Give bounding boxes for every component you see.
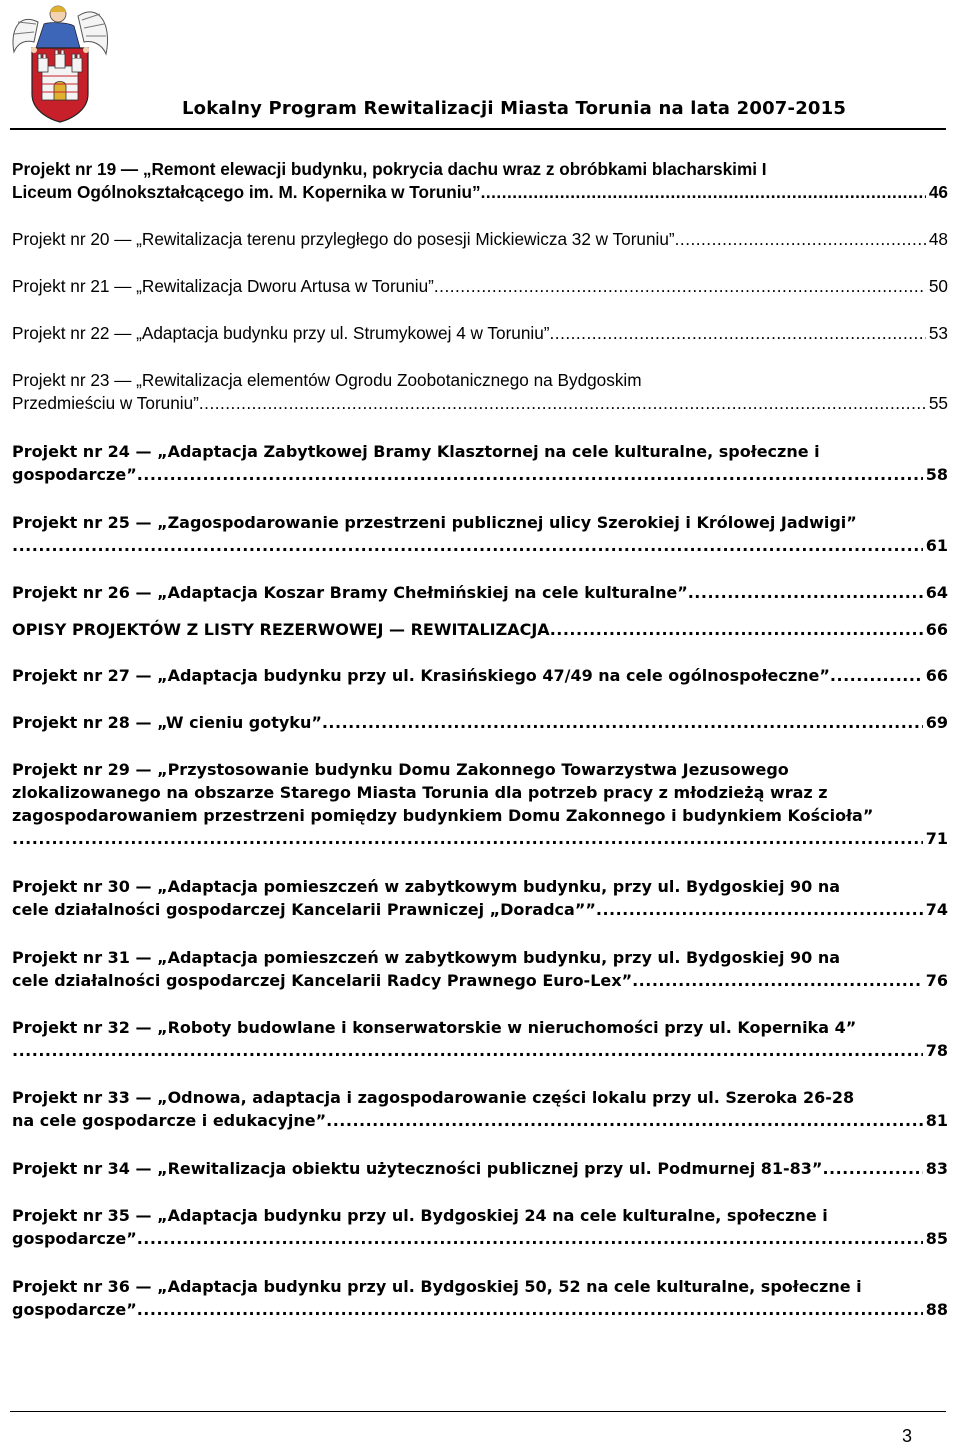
toc-entry-text: cele działalności gospodarczej Kancelarii Radcy Prawnego Euro-Lex” bbox=[12, 971, 633, 990]
toc-leader-row bbox=[12, 392, 948, 415]
toc-entry-text: zlokalizowanego na obszarze Starego Miasta Torunia dla potrzeb pracy z młodzieżą wraz z bbox=[12, 783, 828, 802]
toc-page-number: 78 bbox=[925, 1041, 948, 1060]
toc-page-number: 58 bbox=[925, 465, 948, 484]
toc-entry[interactable] bbox=[12, 322, 948, 345]
toc-leader-row bbox=[12, 711, 948, 734]
toc-leader-row bbox=[12, 969, 948, 992]
toc-page-number: 55 bbox=[928, 393, 948, 413]
toc-leader-row bbox=[12, 322, 948, 345]
dot-leader bbox=[550, 322, 926, 345]
toc-leader-row bbox=[12, 228, 948, 251]
toc-leader-row bbox=[12, 1227, 948, 1250]
toc-page-number: 81 bbox=[925, 1111, 948, 1130]
dot-leader bbox=[12, 1039, 923, 1062]
toc-entry-text: Projekt nr 23 — „Rewitalizacja elementów Ogrodu Zoobotanicznego na Bydgoskim bbox=[12, 370, 642, 390]
toc-entry[interactable] bbox=[12, 618, 948, 641]
toc-entry[interactable] bbox=[12, 511, 948, 557]
toc-leader-row bbox=[12, 181, 948, 204]
page-number: 3 bbox=[901, 1426, 912, 1446]
dot-leader bbox=[632, 969, 923, 992]
torun-coat-of-arms-logo bbox=[8, 2, 112, 124]
toc-entry[interactable] bbox=[12, 369, 948, 415]
header-divider bbox=[10, 128, 946, 130]
toc-leader-row bbox=[12, 581, 948, 604]
toc-entry[interactable] bbox=[12, 1086, 948, 1132]
toc-entry-text: na cele gospodarcze i edukacyjne” bbox=[12, 1111, 327, 1130]
toc-leader-row bbox=[12, 1157, 948, 1180]
toc-leader-row bbox=[12, 1039, 948, 1062]
toc-page-number: 74 bbox=[925, 900, 948, 919]
toc-entry[interactable] bbox=[12, 275, 948, 298]
toc-entry[interactable] bbox=[12, 875, 948, 921]
toc-entry-text: Projekt nr 29 — „Przystosowanie budynku Domu Zakonnego Towarzystwa Jezusowego bbox=[12, 760, 789, 779]
toc-page-number: 50 bbox=[928, 276, 948, 296]
toc-leader-row bbox=[12, 664, 948, 687]
toc-page-number: 71 bbox=[925, 829, 948, 848]
dot-leader bbox=[481, 181, 926, 204]
toc-leader-row bbox=[12, 275, 948, 298]
toc-leader-row bbox=[12, 1109, 948, 1132]
toc-entry-text: Projekt nr 19 — „Remont elewacji budynku, pokrycia dachu wraz z obróbkami blacharskimi I bbox=[12, 159, 767, 179]
toc-page-number: 64 bbox=[925, 583, 948, 602]
document-header-title: Lokalny Program Rewitalizacji Miasta Torunia na lata 2007-2015 bbox=[182, 98, 847, 119]
toc-entry[interactable] bbox=[12, 1204, 948, 1250]
toc-entry-text: OPISY PROJEKTÓW Z LISTY REZERWOWEJ — REWITALIZACJA bbox=[12, 620, 550, 639]
toc-page-number: 46 bbox=[928, 182, 948, 202]
toc-entry-text: Projekt nr 30 — „Adaptacja pomieszczeń w zabytkowym budynku, przy ul. Bydgoskiej 90 na bbox=[12, 877, 841, 896]
toc-entry-text: Projekt nr 28 — „W cieniu gotyku” bbox=[12, 713, 322, 732]
toc-page-number: 88 bbox=[925, 1300, 948, 1319]
toc-entry[interactable] bbox=[12, 1157, 948, 1180]
toc-page-number: 48 bbox=[928, 229, 948, 249]
toc-entry[interactable] bbox=[12, 711, 948, 734]
toc-leader-row bbox=[12, 534, 948, 557]
toc-page-number: 53 bbox=[928, 323, 948, 343]
dot-leader bbox=[137, 1227, 923, 1250]
dot-leader bbox=[199, 392, 926, 415]
toc-entry-text: Projekt nr 25 — „Zagospodarowanie przestrzeni publicznej ulicy Szerokiej i Królowej Jadwigi” bbox=[12, 513, 857, 532]
toc-page-number: 66 bbox=[925, 620, 948, 639]
toc-entry[interactable] bbox=[12, 758, 948, 850]
toc-entry[interactable] bbox=[12, 664, 948, 687]
toc-page-number: 69 bbox=[925, 713, 948, 732]
toc-page-number: 83 bbox=[925, 1159, 948, 1178]
toc-leader-row bbox=[12, 1298, 948, 1321]
toc-leader-row bbox=[12, 827, 948, 850]
toc-entry[interactable] bbox=[12, 228, 948, 251]
dot-leader bbox=[322, 711, 923, 734]
dot-leader bbox=[688, 581, 923, 604]
toc-page-number: 66 bbox=[925, 666, 948, 685]
dot-leader bbox=[550, 618, 923, 641]
footer-divider bbox=[10, 1411, 946, 1412]
toc-entry-text: gospodarcze” bbox=[12, 1229, 137, 1248]
dot-leader bbox=[675, 228, 926, 251]
dot-leader bbox=[434, 275, 926, 298]
dot-leader bbox=[12, 534, 923, 557]
toc-entry-text: Projekt nr 34 — „Rewitalizacja obiektu użyteczności publicznej przy ul. Podmurnej 81-83” bbox=[12, 1159, 823, 1178]
toc-page-number: 85 bbox=[925, 1229, 948, 1248]
toc-entry[interactable] bbox=[12, 1016, 948, 1062]
toc-entry-text: Przedmieściu w Toruniu” bbox=[12, 393, 199, 413]
toc-entry-text: Projekt nr 35 — „Adaptacja budynku przy ul. Bydgoskiej 24 na cele kulturalne, społeczne i bbox=[12, 1206, 828, 1225]
toc-entry-text: Projekt nr 32 — „Roboty budowlane i konserwatorskie w nieruchomości przy ul. Kopernika 4” bbox=[12, 1018, 857, 1037]
toc-entry-text: gospodarcze” bbox=[12, 1300, 137, 1319]
toc-entry[interactable] bbox=[12, 440, 948, 486]
toc-entry-text: Projekt nr 22 — „Adaptacja budynku przy ul. Strumykowej 4 w Toruniu” bbox=[12, 323, 550, 343]
toc-entry[interactable] bbox=[12, 158, 948, 204]
dot-leader bbox=[326, 1109, 923, 1132]
dot-leader bbox=[137, 463, 923, 486]
dot-leader bbox=[137, 1298, 923, 1321]
dot-leader bbox=[12, 827, 923, 850]
toc-entry-text: Projekt nr 27 — „Adaptacja budynku przy ul. Krasińskiego 47/49 na cele ogólnospołeczne” bbox=[12, 666, 830, 685]
toc-entry-text: Projekt nr 33 — „Odnowa, adaptacja i zagospodarowanie części lokalu przy ul. Szeroka 26-28 bbox=[12, 1088, 855, 1107]
toc-leader-row bbox=[12, 618, 948, 641]
toc-entry-text: Projekt nr 31 — „Adaptacja pomieszczeń w zabytkowym budynku, przy ul. Bydgoskiej 90 na bbox=[12, 948, 841, 967]
toc-entry-text: Projekt nr 20 — „Rewitalizacja terenu przyległego do posesji Mickiewicza 32 w Toruniu” bbox=[12, 229, 675, 249]
toc-entry[interactable] bbox=[12, 581, 948, 604]
toc-entry-text: zagospodarowaniem przestrzeni pomiędzy budynkiem Domu Zakonnego i budynkiem Kościoła” bbox=[12, 806, 874, 825]
toc-leader-row bbox=[12, 463, 948, 486]
toc-page-number: 61 bbox=[925, 536, 948, 555]
toc-entry-text: Projekt nr 36 — „Adaptacja budynku przy ul. Bydgoskiej 50, 52 na cele kulturalne, społeczne i bbox=[12, 1277, 862, 1296]
toc-leader-row bbox=[12, 898, 948, 921]
dot-leader bbox=[822, 1157, 922, 1180]
dot-leader bbox=[596, 898, 923, 921]
toc-page-number: 76 bbox=[925, 971, 948, 990]
toc-entry-text: cele działalności gospodarczej Kancelarii Prawniczej „Doradca”” bbox=[12, 900, 596, 919]
toc-entry-text: Liceum Ogólnokształcącego im. M. Kopernika w Toruniu” bbox=[12, 182, 481, 202]
dot-leader bbox=[830, 664, 923, 687]
toc-entry[interactable] bbox=[12, 946, 948, 992]
toc-entry-text: Projekt nr 26 — „Adaptacja Koszar Bramy Chełmińskiej na cele kulturalne” bbox=[12, 583, 688, 602]
toc-entry-text: Projekt nr 24 — „Adaptacja Zabytkowej Bramy Klasztornej na cele kulturalne, społeczne i bbox=[12, 442, 820, 461]
toc-entry-text: Projekt nr 21 — „Rewitalizacja Dworu Artusa w Toruniu” bbox=[12, 276, 434, 296]
toc-entry[interactable] bbox=[12, 1275, 948, 1321]
toc-entry-text: gospodarcze” bbox=[12, 465, 137, 484]
